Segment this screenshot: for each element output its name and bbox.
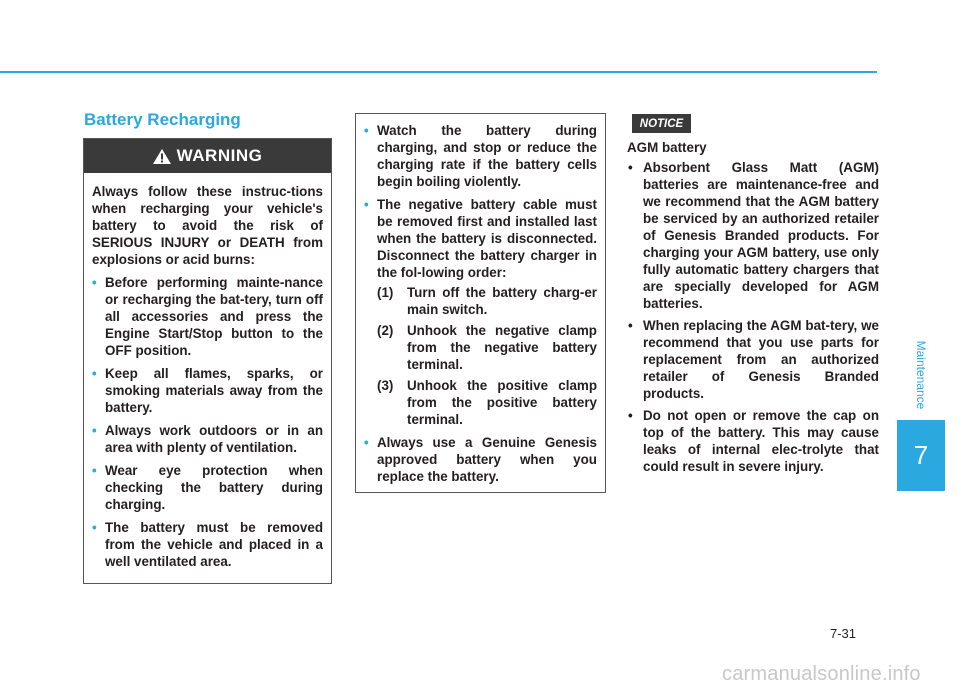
header-rule bbox=[0, 71, 877, 73]
blue-bullet-icon: • bbox=[92, 275, 97, 290]
warning-header bbox=[84, 139, 331, 173]
blue-bullet-icon: • bbox=[92, 463, 97, 478]
list-item: • Do not open or remove the cap on top of the battery. This may cause leaks of internal elec-trolyte that could result in severe injury. bbox=[628, 408, 879, 474]
blue-bullet-icon: • bbox=[92, 520, 97, 535]
list-item: • Keep all flames, sparks, or smoking materials away from the battery. bbox=[92, 366, 323, 415]
notice-badge: NOTICE bbox=[632, 114, 691, 133]
bullet-icon: • bbox=[628, 160, 633, 175]
list-item: • Absorbent Glass Matt (AGM) batteries are maintenance-free and we recommend that the AGM battery be serviced by an authorized retailer of Genesis Branded products. For charging your AGM battery, use only fully automatic battery chargers that are specially developed for AGM batteries. bbox=[628, 160, 879, 311]
blue-bullet-icon: • bbox=[364, 197, 369, 212]
list-item: • Watch the battery during charging, and stop or reduce the charging rate if the battery cells begin boiling violently. bbox=[364, 123, 597, 189]
warning-box bbox=[83, 138, 332, 584]
list-item: • Always use a Genuine Genesis approved battery when you replace the battery. bbox=[364, 435, 597, 484]
list-item: • When replacing the AGM bat-tery, we recommend that you use parts for replacement from an authorized retailer of Genesis Branded products. bbox=[628, 318, 879, 401]
warning-list bbox=[92, 274, 323, 570]
warning-continued-box bbox=[355, 113, 606, 493]
step-item: (2) Unhook the negative clamp from the negative battery terminal. bbox=[377, 323, 597, 372]
list-item: • Before performing mainte-nance or recharging the bat-tery, turn off all accessories and press the Engine Start/Stop button to the OFF position. bbox=[92, 275, 323, 358]
step-item: (1) Turn off the battery charg-er main switch. bbox=[377, 285, 597, 317]
list-item: • The negative battery cable must be removed first and installed last when the battery is disconnected. Disconnect the battery charger in the fol-lowing order: (1) Turn off the battery charg-er main switch. (2) Unhook the negative clamp from the negative battery terminal. (3) Unhook the positive clamp from the positive battery terminal. bbox=[364, 197, 597, 427]
blue-bullet-icon: • bbox=[92, 423, 97, 438]
chapter-label: Maintenance bbox=[914, 340, 928, 410]
section-title: Battery Recharging bbox=[84, 110, 241, 129]
disconnect-steps bbox=[377, 284, 597, 428]
blue-bullet-icon: • bbox=[364, 123, 369, 138]
list-item: • Wear eye protection when checking the battery during charging. bbox=[92, 463, 323, 512]
warning-heading: WARNING bbox=[176, 146, 263, 165]
warning-intro: Always follow these instruc-tions when recharging your vehicle's battery to avoid the risk of SERIOUS INJURY or DEATH from explosions or acid burns: bbox=[92, 184, 323, 267]
chapter-tab: 7 bbox=[897, 420, 945, 491]
blue-bullet-icon: • bbox=[92, 366, 97, 381]
step-item: (3) Unhook the positive clamp from the positive battery terminal. bbox=[377, 378, 597, 427]
notice-list bbox=[627, 159, 879, 475]
warning-triangle-icon bbox=[153, 149, 171, 164]
bullet-icon: • bbox=[628, 318, 633, 333]
list-item: • Always work outdoors or in an area with plenty of ventilation. bbox=[92, 423, 323, 455]
notice-subtitle: AGM battery bbox=[627, 140, 707, 155]
footer-watermark: carmanualsonline.info bbox=[722, 663, 921, 685]
notice-section bbox=[627, 139, 879, 480]
warning-body bbox=[84, 173, 331, 570]
continued-list bbox=[364, 122, 597, 485]
blue-bullet-icon: • bbox=[364, 435, 369, 450]
list-item: • The battery must be removed from the vehicle and placed in a well ventilated area. bbox=[92, 520, 323, 569]
page-number: 7-31 bbox=[830, 626, 857, 641]
bullet-icon: • bbox=[628, 408, 633, 423]
